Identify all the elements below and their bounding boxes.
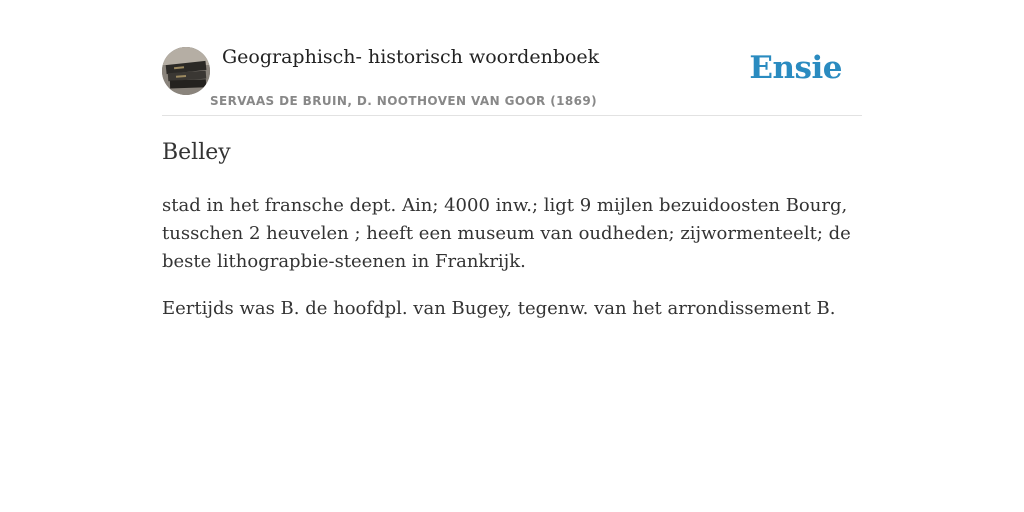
entry-paragraph: stad in het fransche dept. Ain; 4000 inw.; ligt 9 mijlen bezuidoosten Bourg, tusschen 2 heuvelen ; heeft een museum van oudheden; zijwormenteelt; de beste lithograpbie-steenen in Frankrijk. <box>162 195 851 272</box>
book-title[interactable]: Geographisch- historisch woordenboek <box>222 46 600 68</box>
entry-paragraph: Eertijds was B. de hoofdpl. van Bugey, tegenw. van het arrondissement B. <box>162 298 836 319</box>
entry-body <box>162 192 862 342</box>
entry-title: Belley <box>162 140 231 165</box>
book-author: SERVAAS DE BRUIN, D. NOOTHOVEN VAN GOOR (1869) <box>210 94 598 108</box>
book-cover-image-icon <box>162 47 210 95</box>
ensie-logo-link[interactable]: Ensie <box>749 50 842 86</box>
book-cover-avatar[interactable] <box>162 47 210 95</box>
book-header <box>162 46 862 116</box>
